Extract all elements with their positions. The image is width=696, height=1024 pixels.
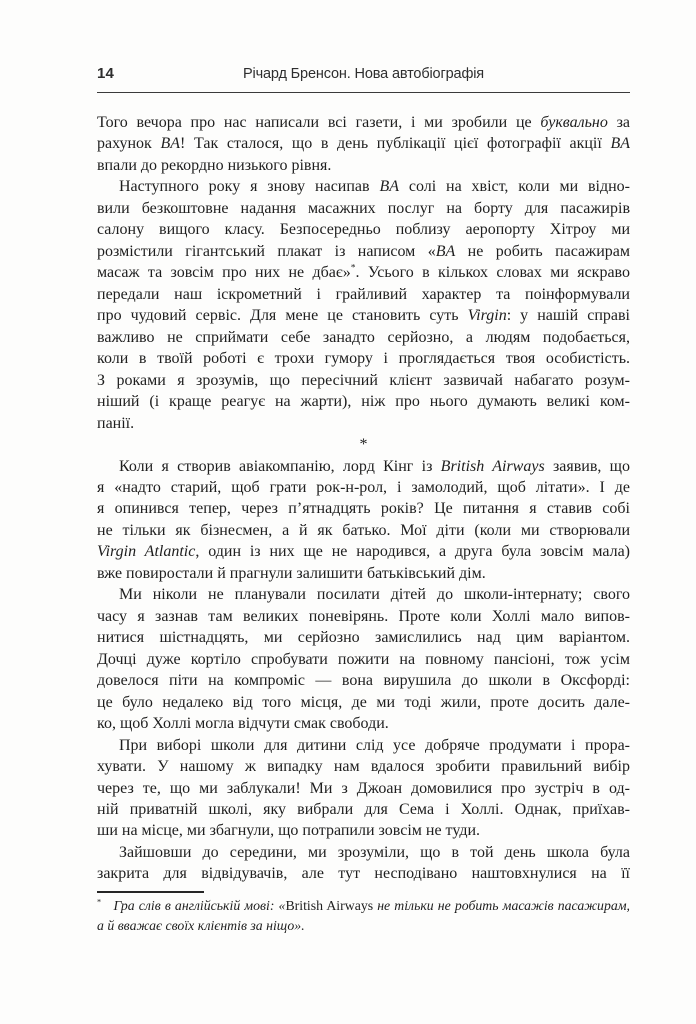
text-run: через те, що ми заблукали! Ми з Джоан домовилися про зустріч в од- [97, 779, 630, 797]
text-run: вили безкоштовне надання масажних послуг на борту для пасажирів [97, 199, 630, 217]
text-line [97, 563, 630, 584]
text-line [97, 391, 630, 412]
text-run: ній приватній школі, яку вибрали для Сема і Холлі. Однак, приїхав- [97, 801, 630, 818]
text-run: впали до рекордно низького рівня. [97, 156, 332, 174]
text-run [101, 898, 113, 913]
text-run: Ми ніколи не планували посилати дітей до школи-інтернату; свого [119, 586, 630, 604]
text-line [97, 735, 630, 756]
italic-run: Гра слів в англійській мові: « [113, 898, 286, 913]
text-run: салону вищого класу. Безпосередньо поблизу аеропорту Хітроу ми [97, 221, 630, 239]
text-line [97, 778, 630, 799]
italic-run: British Airways [440, 457, 545, 475]
italic-run: Virgin Atlantic [97, 543, 196, 561]
text-run: ко, щоб Холлі могла відчути смак свободи. [97, 715, 389, 733]
text-run: нитися шістнадцять, ми серйозно замислились над цим варіантом. [97, 629, 630, 647]
text-run: Того вечора про нас написали всі газети, і ми зробили це [97, 114, 541, 131]
text-run: вже повиростали й прагнули залишити батьківський дім. [97, 564, 486, 582]
footnote-marker: * [350, 262, 356, 274]
text-run: довелося піти на компроміс — вона вирушила до школи в Оксфорді: [97, 672, 630, 690]
text-run: Зайшовши до середини, ми зрозуміли, що в той день школа була [119, 843, 630, 861]
text-run: важливо не сприймати себе занадто серйозно, а людям подобається, [97, 328, 630, 346]
running-title: Річард Бренсон. Нова автобіографія [243, 66, 484, 82]
text-run: не робить пасажирам [455, 242, 630, 260]
text-line [97, 284, 630, 305]
text-line [97, 219, 630, 240]
italic-run: Virgin [467, 307, 507, 325]
text-run: хувати. У нашому ж випадку нам вдалося зробити правильний вибір [97, 758, 630, 776]
text-line [97, 262, 630, 283]
text-run: передали наш іскрометний і грайливий характер та поінформували [97, 285, 630, 303]
text-line [97, 520, 630, 541]
text-line [97, 649, 630, 670]
text-run: Дочці дуже кортіло спробувати пожити на повному пансіоні, тож усім [97, 650, 630, 668]
italic-run: BA [435, 242, 456, 260]
text-line [97, 477, 630, 498]
text-run: розмістили гігантський плакат із написом « [97, 242, 436, 260]
italic-run: BA [160, 135, 181, 153]
text-run: : у нашій справі [506, 307, 630, 325]
header-rule [97, 92, 630, 93]
text-run: солі на хвіст, коли ми відно- [399, 178, 630, 196]
text-line [97, 584, 630, 605]
italic-run: а й вважає своїх клієнтів за ніщо». [97, 918, 305, 933]
text-run: закрита для відвідувачів, але тут несподівано наштовхнулися на її [97, 865, 630, 883]
text-line [97, 863, 630, 884]
text-run: . Усього в кількох словах ми яскраво [355, 264, 630, 282]
text-run: заявив, що [544, 457, 630, 475]
text-run: рахунок [97, 135, 161, 153]
text-line [97, 327, 630, 348]
text-line [97, 155, 630, 176]
text-run: З роками я зрозумів, що пересічний клієнт зазвичай набагато розум- [97, 371, 630, 389]
text-line [97, 112, 630, 133]
text-line [97, 370, 630, 391]
italic-run: не тільки не робить масажів пасажирам, [373, 898, 631, 913]
text-run: коли в твоїй роботі є трохи гумору і проглядається твоя особистість. [97, 350, 630, 368]
text-line [97, 692, 630, 713]
text-run: Наступного року я знову насипав [119, 178, 380, 196]
text-run: ! Так сталося, що в день публікації цієї фотографії акції [180, 135, 611, 153]
text-run: панії. [97, 414, 135, 432]
text-line [97, 541, 630, 562]
text-line [97, 241, 630, 262]
italic-run: BA [379, 178, 399, 196]
text-run: масаж та зовсім про них не дбає» [97, 264, 351, 282]
text-run: При виборі школи для дитини слід усе добряче продумати і прора- [119, 736, 630, 754]
footnote-line [97, 896, 630, 916]
text-run: про чудовий сервіс. Для мене це становить суть [97, 307, 468, 325]
text-run: часу я зазнав там великих поневірянь. Проте коли Холлі мало випов- [97, 607, 630, 625]
text-run: Коли я створив авіакомпанію, лорд Кінг із [119, 457, 441, 475]
text-line [97, 756, 630, 777]
text-line [97, 133, 630, 154]
text-line [97, 413, 630, 434]
text-line [97, 348, 630, 369]
text-run: , один із них ще не народився, а друга була зовсім мала) [195, 543, 630, 561]
text-run: ніший (і краще реагує на жарти), ніж про нього думають великі ком- [97, 393, 630, 411]
footnote [97, 896, 630, 936]
italic-run: BA [610, 135, 630, 153]
text-line [97, 498, 630, 519]
text-run: це було недалеко від того місця, де ми тоді жили, проте досить дале- [97, 693, 630, 711]
text-run: за [607, 114, 630, 131]
text-run: я опинився тепер, через п’ятнадцять років? Це питання я ставив собі [97, 500, 630, 518]
italic-run: буквально [540, 114, 608, 131]
text-line [97, 198, 630, 219]
text-run: я «надто старий, щоб грати рок-н-рол, і замолодий, щоб літати». І де [97, 478, 630, 496]
text-line [97, 670, 630, 691]
text-line [97, 820, 630, 841]
page-number: 14 [97, 65, 115, 82]
text-line [97, 176, 630, 197]
text-line [97, 456, 630, 477]
text-run: British Airways [285, 898, 374, 913]
section-separator: * [359, 436, 368, 454]
body-text [97, 112, 630, 885]
text-line [97, 606, 630, 627]
footnote-marker: * [97, 897, 102, 907]
text-line [97, 842, 630, 863]
text-run: ши на місце, ми збагнули, що потрапили зовсім не туди. [97, 822, 481, 840]
text-line [97, 799, 630, 820]
text-run: не тільки як бізнесмен, а й як батько. Мої діти (коли ми створювали [97, 521, 630, 539]
running-header [97, 65, 630, 85]
text-line [97, 305, 630, 326]
footnote-rule [97, 891, 204, 893]
text-line [97, 713, 630, 734]
text-line [97, 627, 630, 648]
footnote-line [97, 916, 630, 936]
